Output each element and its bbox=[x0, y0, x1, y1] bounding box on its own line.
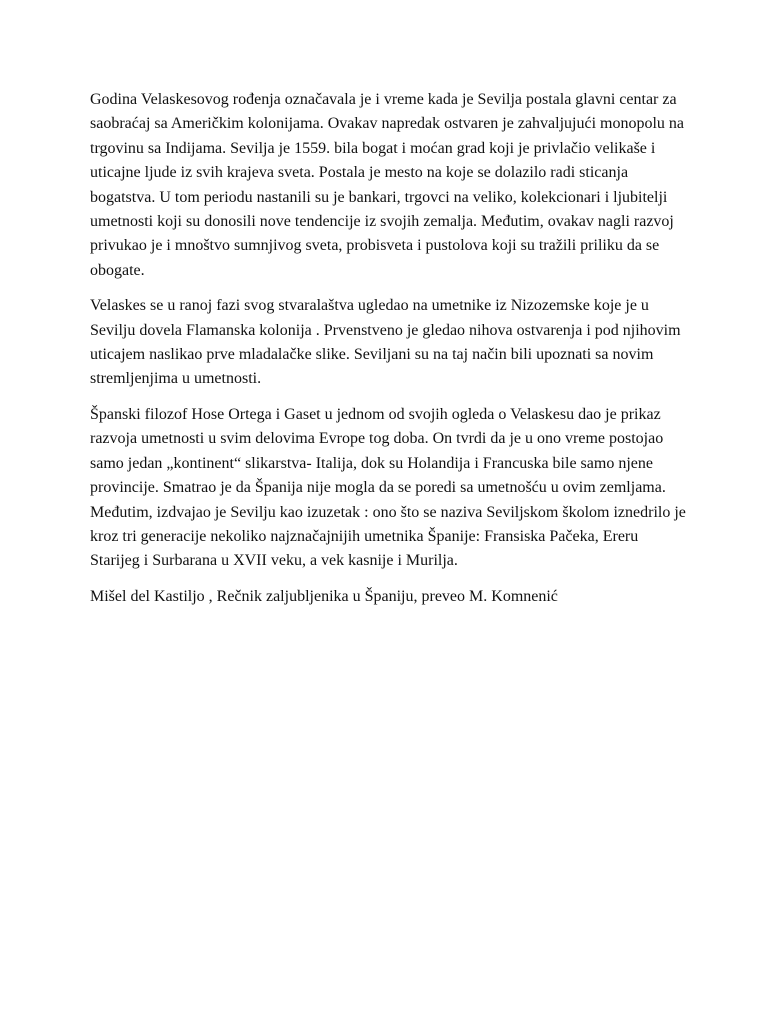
paragraph-velaskes-influences: Velaskes se u ranoj fazi svog stvaralaštva ugledao na umetnike iz Nizozemske koje je u Sevilju dovela Flamanska kolonija . Prvenstveno je gledao nihova ostvarenja i pod njihovim uticajem naslikao prve mladalačke slike. Seviljani su na taj način bili upoznati sa novim stremljenjima u umetnosti. bbox=[90, 297, 681, 388]
source-citation: Mišel del Kastiljo , Rečnik zaljubljenika u Španiju, preveo M. Komnenić bbox=[90, 587, 558, 605]
paragraph-sevilla-history: Godina Velaskesovog rođenja označavala je i vreme kada je Sevilja postala glavni centar za saobraćaj sa Američkim kolonijama. Ovakav napredak ostvaren je zahvaljujući monopolu na trgovinu sa Indijama. Sevilja je 1559. bila bogat i moćan grad koji je privlačio velikaše i uticajne ljude iz svih krajeva sveta. Postala je mesto na koje se dolazilo radi sticanja bogatstva. U tom periodu nastanili su je bankari, trgovci na veliko, kolekcionari i ljubitelji umetnosti koji su donosili nove tendencije iz svojih zemalja. Međutim, ovakav nagli razvoj privukao je i mnoštvo sumnjivog sveta, probisveta i pustolova koji su tražili priliku da se obogate. bbox=[90, 91, 685, 279]
document-body bbox=[90, 88, 686, 620]
paragraph-ortega-essay: Španski filozof Hose Ortega i Gaset u jednom od svojih ogleda o Velaskesu dao je prikaz razvoja umetnosti u svim delovima Evrope tog doba. On tvrdi da je u ono vreme postojao samo jedan „kontinent“ slikarstva- Italija, dok su Holandija i Francuska bile samo njene provincije. Smatrao je da Španija nije mogla da se poredi sa umetnošću u ovim zemljama. Međutim, izdvajao je Sevilju kao izuzetak : ono što se naziva Seviljskom školom iznedrilo je kroz tri generacije nekoliko najznačajnijih umetnika Španije: Fransiska Pačeka, Ereru Starijeg i Surbarana u XVII veku, a vek kasnije i Murilja. bbox=[90, 405, 686, 570]
